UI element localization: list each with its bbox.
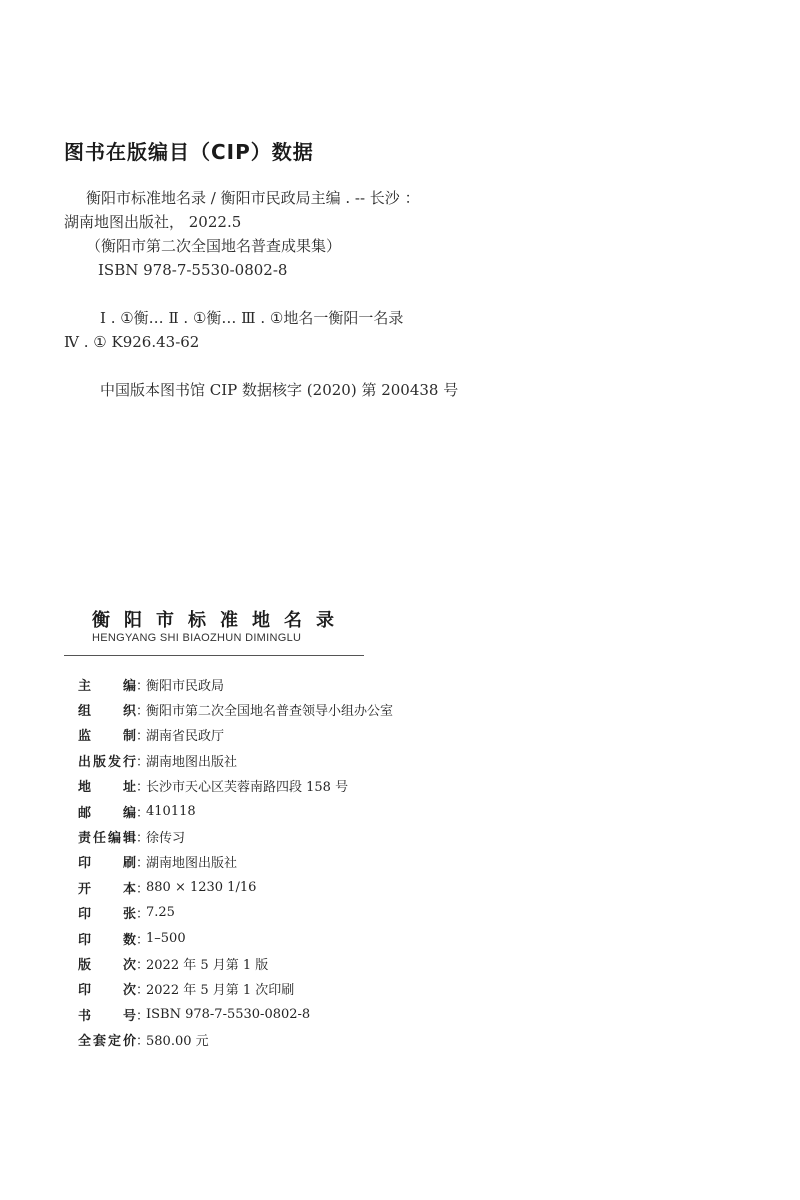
cip-classification: Ⅳ . ① K926.43-62 — [64, 333, 200, 351]
info-label: 组 织 — [78, 703, 136, 719]
info-value: 湖南地图出版社 — [146, 856, 238, 872]
info-row — [78, 979, 294, 999]
info-label: 监 制 — [78, 729, 136, 745]
info-value: 1–500 — [146, 930, 186, 946]
info-label: 开 本 — [78, 881, 136, 897]
info-value: 衡阳市民政局 — [146, 678, 225, 694]
info-label: 印 次 — [78, 983, 136, 999]
info-label: 书 号 — [78, 1008, 136, 1024]
cip-verification-number: 中国版本图书馆 CIP 数据核字 (2020) 第 200438 号 — [100, 381, 459, 399]
info-value: 7.25 — [146, 905, 175, 921]
info-row — [78, 801, 196, 821]
info-row — [78, 674, 224, 694]
info-separator: ： — [136, 805, 150, 821]
info-value: 衡阳市第二次全国地名普查领导小组办公室 — [146, 703, 394, 719]
info-row — [78, 699, 393, 719]
info-value: 湖南地图出版社 — [146, 754, 238, 770]
info-row — [78, 953, 268, 973]
info-value: 410118 — [146, 803, 196, 819]
book-title: 衡阳市标准地名录 — [92, 610, 348, 631]
info-separator: ： — [136, 932, 150, 948]
info-separator: ： — [136, 754, 150, 770]
info-value: 徐传习 — [146, 830, 186, 846]
info-label: 出 版 发 行 — [78, 754, 136, 770]
cip-publication-info: 湖南地图出版社， 2022.5 — [64, 213, 242, 231]
info-label: 印 刷 — [78, 856, 136, 872]
info-row — [78, 776, 348, 796]
cip-isbn: ISBN 978-7-5530-0802-8 — [98, 261, 288, 279]
info-separator: ： — [136, 907, 150, 923]
info-row — [78, 852, 237, 872]
info-separator: ： — [136, 678, 150, 694]
info-separator: ： — [136, 881, 150, 897]
book-title-pinyin: HENGYANG SHI BIAOZHUN DIMINGLU — [92, 632, 302, 644]
info-label: 版 次 — [78, 957, 136, 973]
info-label: 全 套 定 价 — [78, 1034, 136, 1050]
info-label: 地 址 — [78, 780, 136, 796]
info-value: 2022 年 5 月第 1 版 — [146, 957, 269, 973]
info-row — [78, 725, 224, 745]
info-value: 湖南省民政厅 — [146, 729, 225, 745]
info-value: ISBN 978-7-5530-0802-8 — [146, 1006, 311, 1022]
info-label: 邮 编 — [78, 805, 136, 821]
info-separator: ： — [136, 957, 150, 973]
info-label: 责 任 编 辑 — [78, 830, 136, 846]
info-row — [78, 1030, 209, 1050]
info-value: 580.00 元 — [146, 1034, 209, 1050]
info-value: 2022 年 5 月第 1 次印刷 — [146, 983, 295, 999]
info-row — [78, 877, 256, 897]
cip-title-responsibility: 衡阳市标准地名录 / 衡阳市民政局主编 . -- 长沙 ： — [86, 189, 420, 207]
info-label: 印 数 — [78, 932, 136, 948]
info-separator: ： — [136, 856, 150, 872]
info-value: 长沙市天心区芙蓉南路四段 158 号 — [146, 780, 349, 796]
info-value: 880 × 1230 1/16 — [146, 879, 257, 895]
info-separator: ： — [136, 983, 150, 999]
title-divider — [64, 655, 364, 656]
cip-heading: 图书在版编目（CIP）数据 — [64, 140, 314, 164]
info-row — [78, 903, 175, 923]
info-row — [78, 826, 185, 846]
info-row — [78, 750, 237, 770]
info-separator: ： — [136, 1034, 150, 1050]
cip-subject-headings: Ⅰ . ①衡… Ⅱ . ①衡… Ⅲ . ①地名一衡阳一名录 — [100, 309, 404, 327]
info-row — [78, 928, 186, 948]
info-separator: ： — [136, 1008, 150, 1024]
info-separator: ： — [136, 703, 150, 719]
info-separator: ： — [136, 729, 150, 745]
info-label: 印 张 — [78, 907, 136, 923]
info-label: 主 编 — [78, 678, 136, 694]
cip-series: （衡阳市第二次全国地名普查成果集） — [86, 237, 342, 255]
info-row — [78, 1004, 310, 1024]
info-separator: ： — [136, 780, 150, 796]
info-separator: ： — [136, 830, 150, 846]
